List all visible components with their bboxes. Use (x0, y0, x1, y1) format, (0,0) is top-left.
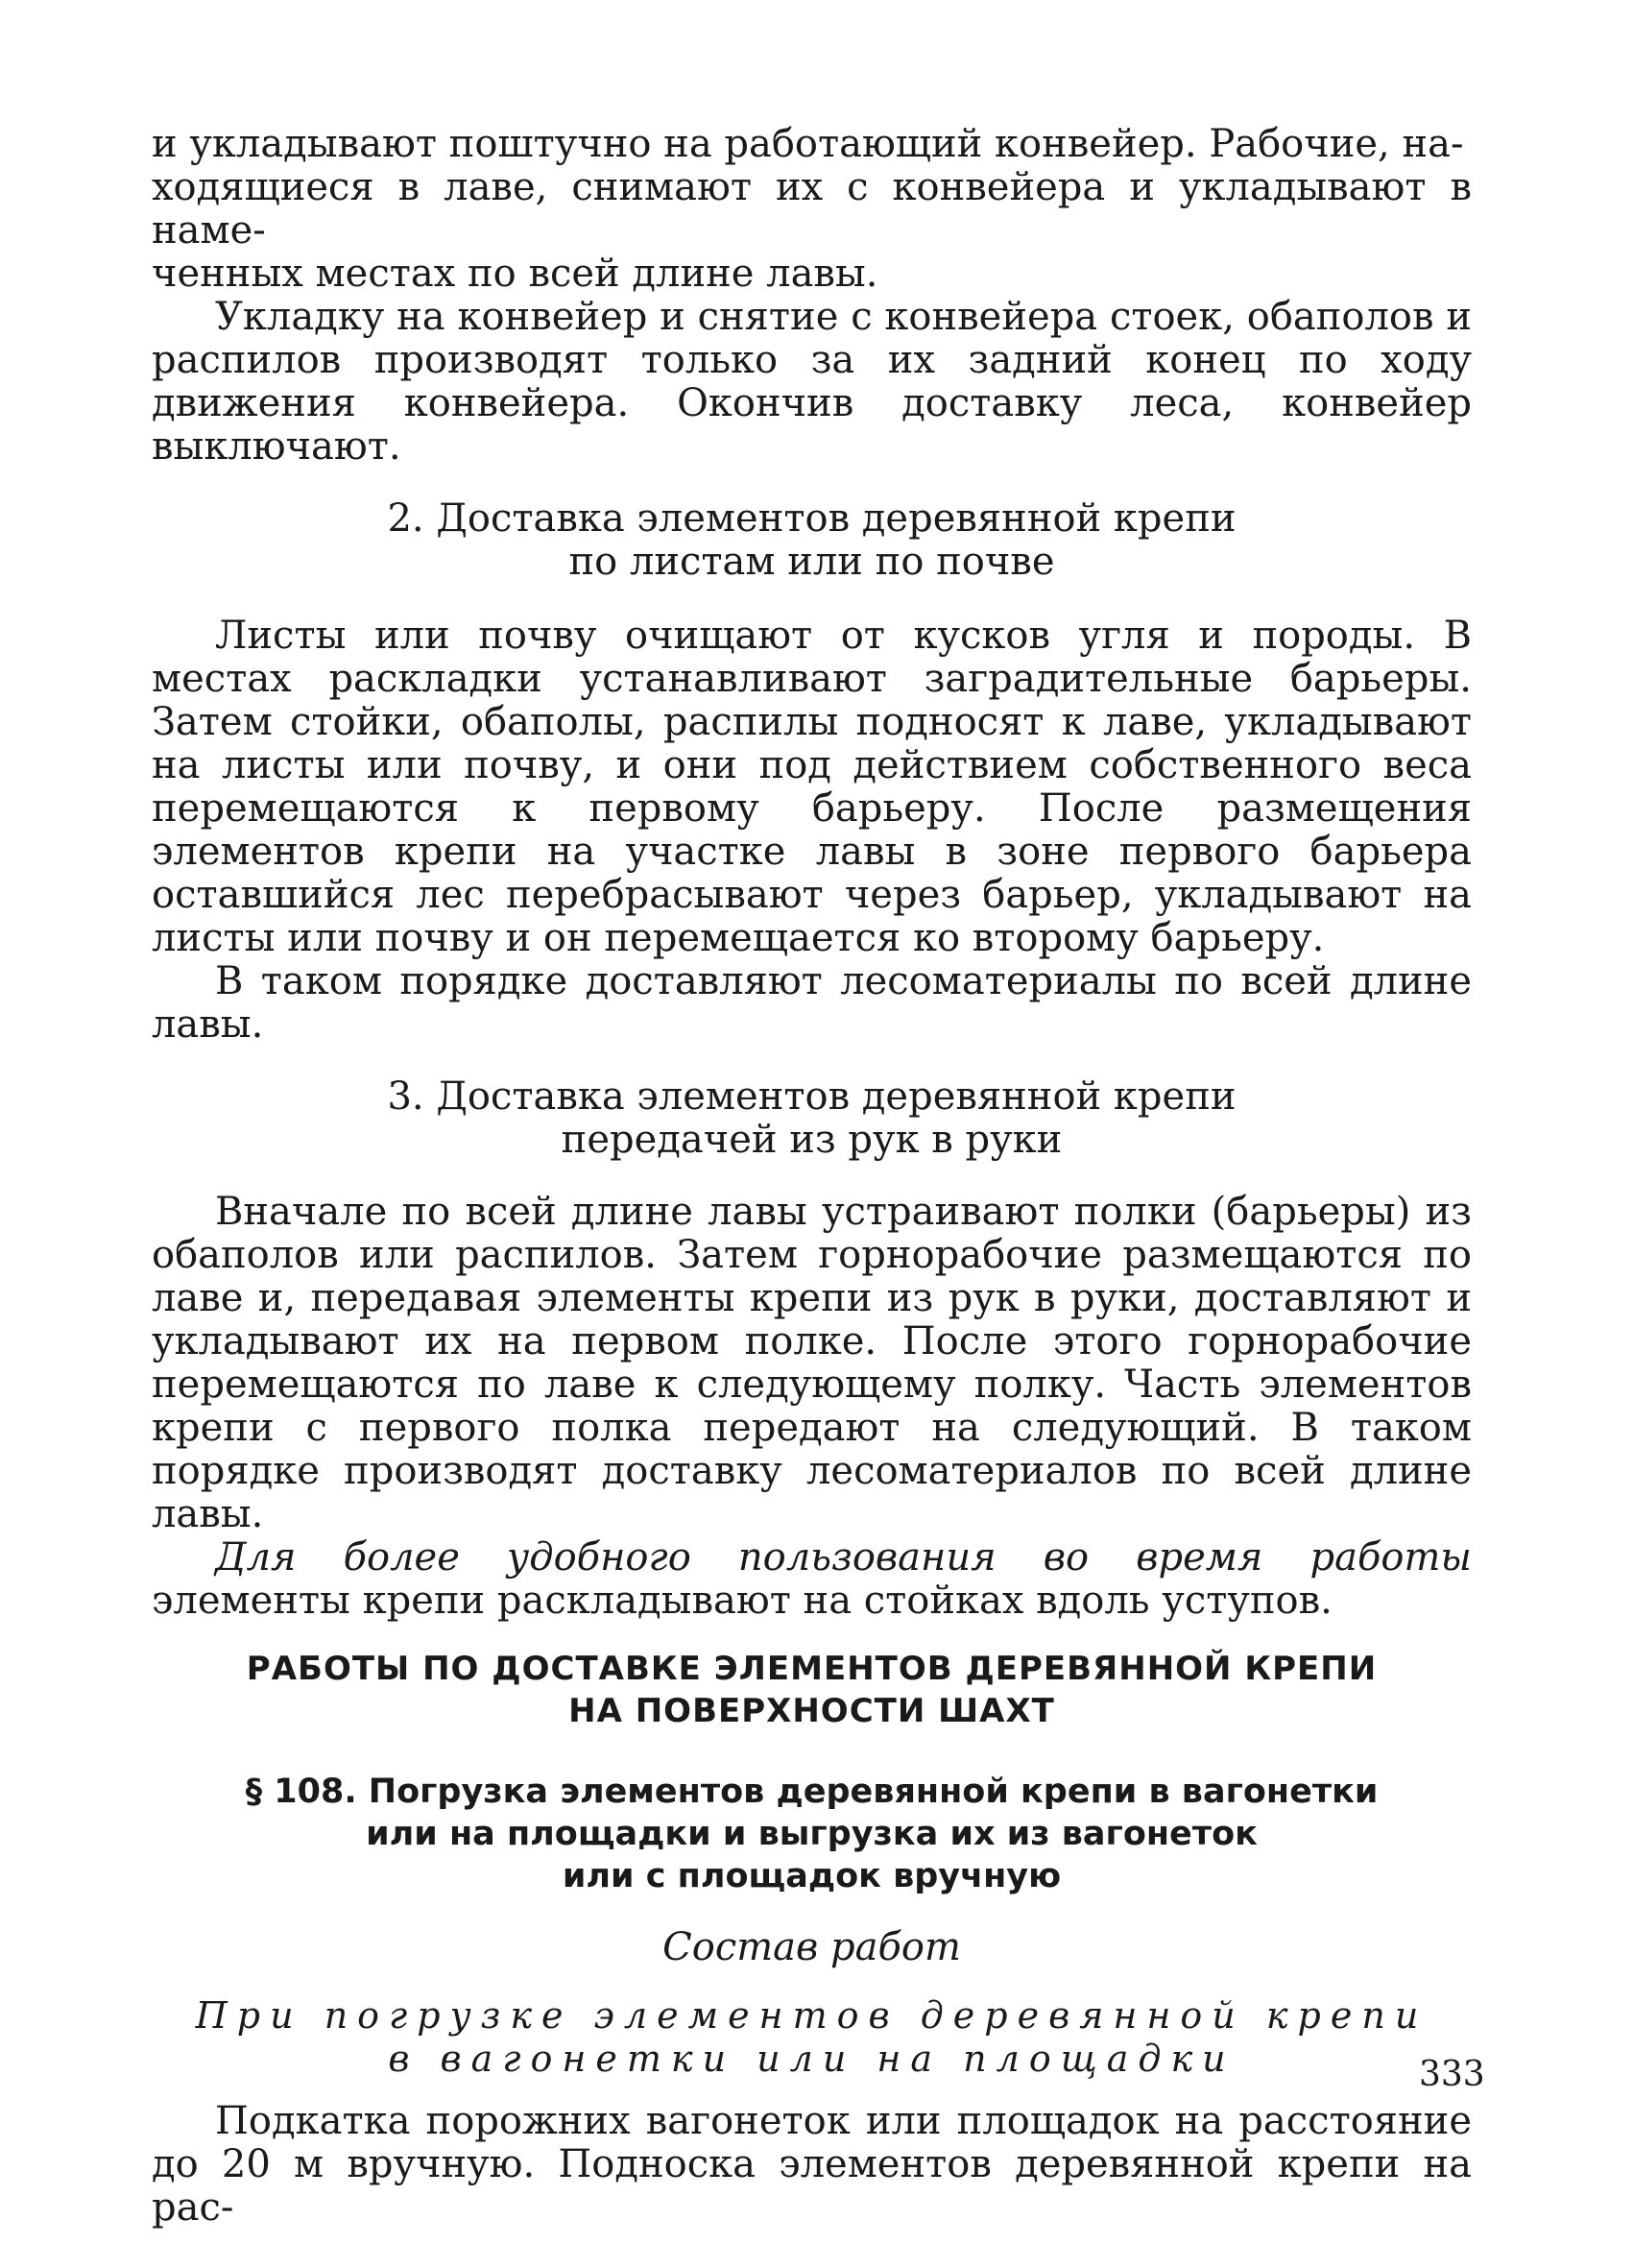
note-rest: элементы крепи раскладывают на стойках вдоль уступов. (152, 1579, 1333, 1623)
heading-3-line1: 3. Доставка элементов деревянной крепи (387, 1074, 1237, 1119)
intro-paragraph (152, 123, 1472, 296)
composition-heading: Состав работ (662, 1925, 961, 1969)
intro-line: ченных местах по всей длине лавы. (152, 252, 878, 296)
intro-line: и укладывают поштучно на работающий конвейер. Рабочие, на- (152, 122, 1464, 166)
conveyor-paragraph: Укладку на конвейер и снятие с конвейера стоек, обаполов и распилов производят только за их задний конец по ходу движения конвейера. Окончив доставку леса, конвейер выключают. (152, 295, 1472, 469)
paragraph-108-line1: § 108. Погрузка элементов деревянной крепи в вагонетки (245, 1773, 1379, 1811)
note-paragraph (152, 1536, 1472, 1623)
section-title-line2: НА ПОВЕРХНОСТИ ШАХТ (568, 1692, 1055, 1730)
page-content (152, 123, 1472, 2230)
final-paragraph: Подкатка порожних вагонеток или площадок на расстояние до 20 м вручную. Подноска элементов деревянной крепи на рас- (152, 2099, 1472, 2230)
paragraph-108-line3: или с площадок вручную (562, 1857, 1062, 1895)
heading-2-line1: 2. Доставка элементов деревянной крепи (387, 496, 1237, 541)
hands-paragraph: Вначале по всей длине лавы устраивают полки (барьеры) из обаполов или распилов. Затем горнорабочие размещаются по лаве и, передавая элементы крепи из рук в руки, доставляют и укладывают их на первом полке. После этого горнорабочие перемещаются по лаве к следующему полку. Часть элементов крепи с первого полка передают на следующий. В таком порядке производят доставку лесоматериалов по всей длине лавы. (152, 1190, 1472, 1536)
note-italic: Для более удобного пользования во время работы (215, 1535, 1472, 1580)
order-paragraph: В таком порядке доставляют лесоматериалы по всей длине лавы. (152, 959, 1472, 1047)
heading-3-line2: передачей из рук в руки (561, 1118, 1063, 1162)
heading-2-line2: по листам или по почве (568, 540, 1055, 584)
loading-heading-line1: При погрузке элементов деревянной крепи (195, 1994, 1429, 2037)
intro-line: ходящиеся в лаве, снимают их с конвейера и укладывают в наме- (152, 165, 1472, 253)
sheets-paragraph: Листы или почву очищают от кусков угля и породы. В местах раскладки устанавливают заградительные барьеры. Затем стойки, обаполы, распилы подносят к лаве, укладывают на листы или почву, и они под действием собственного веса перемещаются к первому барьеру. После размещения элементов крепи на участке лавы в зоне первого барьера оставшийся лес перебрасывают через барьер, укладывают на листы или почву и он перемещается ко второму барьеру. (152, 614, 1472, 960)
loading-heading-line2: в вагонетки или на площадки (388, 2038, 1236, 2080)
page-number: 333 (1419, 2055, 1485, 2094)
paragraph-108-line2: или на площадки и выгрузка их из вагонеток (366, 1815, 1258, 1853)
section-title-line1: РАБОТЫ ПО ДОСТАВКЕ ЭЛЕМЕНТОВ ДЕРЕВЯННОЙ КРЕПИ (246, 1650, 1378, 1688)
